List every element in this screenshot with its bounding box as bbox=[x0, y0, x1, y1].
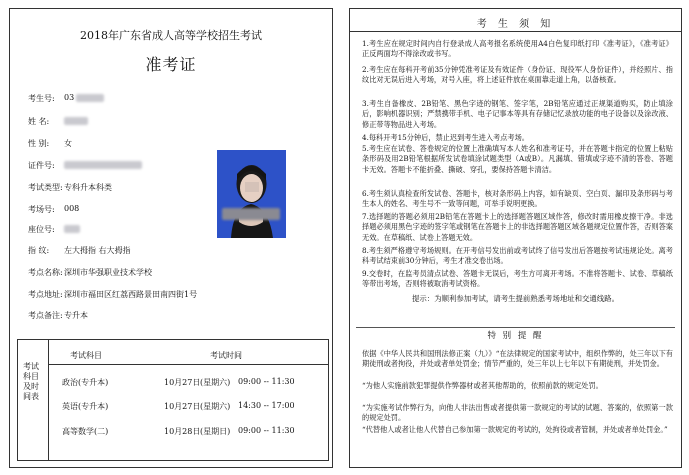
special-item: “为实施考试作弊行为，向他人非法出售或者提供第一款规定的考试的试题、答案的，依照第一款的规定处罚。 bbox=[362, 403, 673, 423]
ticket-heading: 准考证 bbox=[145, 55, 197, 74]
schedule-row-time: 09:00 -- 11:30 bbox=[238, 426, 295, 435]
notice-item: 4.每科开考15分钟后，禁止迟到考生进入考点考场。 bbox=[362, 133, 529, 142]
fingerprint-value: 左大拇指 右大拇指 bbox=[64, 246, 131, 255]
schedule-row-subject: 高等数学(二) bbox=[62, 427, 109, 436]
photo-name-redacted bbox=[222, 203, 282, 217]
venue-note-label: 考点备注: bbox=[28, 311, 63, 320]
schedule-row-time: 14:30 -- 17:00 bbox=[238, 401, 295, 410]
exam-type-value: 专科升本科类 bbox=[64, 183, 112, 192]
exam-title: 2018年广东省成人高等学校招生考试 bbox=[80, 29, 262, 42]
schedule-row-subject: 英语(专升本) bbox=[62, 402, 109, 411]
title-divider bbox=[350, 31, 681, 32]
schedule-subject-header: 考试科目 bbox=[70, 351, 102, 360]
special-item: 依据《中华人民共和国刑法修正案（九）》“在法律规定的国家考试中，组织作弊的，处三年以下有期徒刑或者拘役，并处或者单处罚金；情节严重的，处三年以上七年以下有期徒刑，并处罚金。 bbox=[362, 349, 673, 369]
travel-tip: 提示：为顺利参加考试，请考生提前熟悉考场地址和交通线路。 bbox=[412, 294, 619, 303]
notice-item: 8.考生须严格遵守考场规则。在开考信号发出前或考试终了信号发出后答题按考试违规论处。离考科考试结束前30分钟后，考生才准交卷出场。 bbox=[362, 246, 673, 266]
venue-address-label: 考点地址: bbox=[28, 290, 63, 299]
venue-name-label: 考点名称: bbox=[28, 268, 63, 277]
schedule-row-date: 10月27日 bbox=[164, 402, 201, 411]
venue-name-value: 深圳市华强职业技术学校 bbox=[64, 268, 152, 277]
schedule-row-weekday: (星期六) bbox=[200, 378, 231, 387]
notice-item: 2.考生应在每科开考前35分钟凭准考证及有效证件（身份证、现役军人身份证件），并经照片、指纹比对无误后进入考场，对号入座，将上述证件放在桌面靠走道上角，以备核查。 bbox=[362, 65, 673, 85]
exam-schedule-table bbox=[17, 339, 329, 461]
room-number-label: 考场号: bbox=[28, 205, 55, 214]
room-number-value: 008 bbox=[64, 204, 80, 213]
special-item: “代替他人或者让他人代替自己参加第一款规定的考试的，处拘役或者管制，并处或者单处罚金。” bbox=[362, 425, 668, 434]
special-item: “为他人实施前款犯罪提供作弊器材或者其他帮助的，依照前款的规定处罚。 bbox=[362, 381, 603, 390]
schedule-time-header: 考试时间 bbox=[210, 351, 242, 360]
admission-ticket bbox=[9, 8, 333, 468]
exam-type-label: 考试类型: bbox=[28, 183, 63, 192]
name-value bbox=[64, 116, 88, 125]
notice-item: 9.交卷时，在监考员清点试卷、答题卡无误后，考生方可离开考场。不准将答题卡、试卷、草稿纸等带出考场，否则将被取消考试资格。 bbox=[362, 269, 673, 289]
schedule-row-weekday: (星期六) bbox=[200, 402, 231, 411]
schedule-row-weekday: (星期日) bbox=[200, 427, 231, 436]
candidate-number-label: 考生号: bbox=[28, 94, 55, 103]
gender-label: 性 别: bbox=[28, 139, 50, 148]
venue-address-value: 深圳市福田区红荔西路景田南四街1号 bbox=[64, 290, 198, 299]
notice-item: 6.考生须认真检查所发试卷、答题卡，核对条形码上内容，如有缺页、空白页、漏印及条形码与考生本人的姓名、考生号不一致等问题，可举手说明更换。 bbox=[362, 189, 673, 209]
special-divider bbox=[356, 327, 675, 328]
schedule-row-date: 10月27日 bbox=[164, 378, 201, 387]
schedule-row-subject: 政治(专升本) bbox=[62, 378, 109, 387]
candidate-number-value: 03 bbox=[64, 93, 104, 102]
fingerprint-label: 指 纹: bbox=[28, 246, 50, 255]
name-label: 姓 名: bbox=[28, 117, 50, 126]
notice-item: 5.考生应在试卷、答卷规定的位置上准确填写本人姓名和准考证号，并在答题卡指定的位置上粘贴条形码及用2B铅笔根据所发试卷填涂试题类型（A或B）。凡漏填、错填或字迹不清的答卷、答题卡无效。答题卡不能折叠、撕破、穿孔，要保持答题卡清洁。 bbox=[362, 144, 673, 174]
gender-value: 女 bbox=[64, 139, 72, 148]
notice-item: 1.考生应在规定时间内自行登录成人高考报名系统使用A4白色复印纸打印《准考证》，《准考证》正反两面均不得涂改或书写。 bbox=[362, 39, 673, 59]
candidate-instructions bbox=[349, 8, 682, 468]
notice-item: 3.考生自备橡皮、2B铅笔、黑色字迹的钢笔、签字笔，2B铅笔应通过正规渠道购买，防止填涂后，影响机器识别；严禁携带手机、电子记事本等具有存储记忆录放功能的电子设备以及涂改液、修正带等物品进入考场。 bbox=[362, 99, 673, 129]
instructions-title: 考 生 须 知 bbox=[476, 19, 555, 30]
candidate-photo bbox=[217, 150, 286, 238]
special-reminder-title: 特 别 提 醒 bbox=[350, 329, 681, 341]
portrait-image bbox=[217, 150, 286, 238]
schedule-side-label: 考试科目及时间表 bbox=[23, 362, 39, 401]
schedule-row-date: 10月28日 bbox=[164, 427, 201, 436]
schedule-row-time: 09:00 -- 11:30 bbox=[238, 377, 295, 386]
seat-number-label: 座位号: bbox=[28, 225, 55, 234]
notice-item: 7.选择题的答题必须用2B铅笔在答题卡上的选择题答题区域作答，修改时需用橡皮擦干净。非选择题必须用黑色字迹的签字笔或钢笔在答题卡上的非选择题答题区域各题规定位置作答，否则答案无效。在草稿纸、试卷上答题无效。 bbox=[362, 212, 673, 242]
id-number-value bbox=[64, 160, 142, 169]
venue-note-value: 专升本 bbox=[64, 311, 88, 320]
id-number-label: 证件号: bbox=[28, 161, 55, 170]
seat-number-value bbox=[64, 224, 80, 233]
